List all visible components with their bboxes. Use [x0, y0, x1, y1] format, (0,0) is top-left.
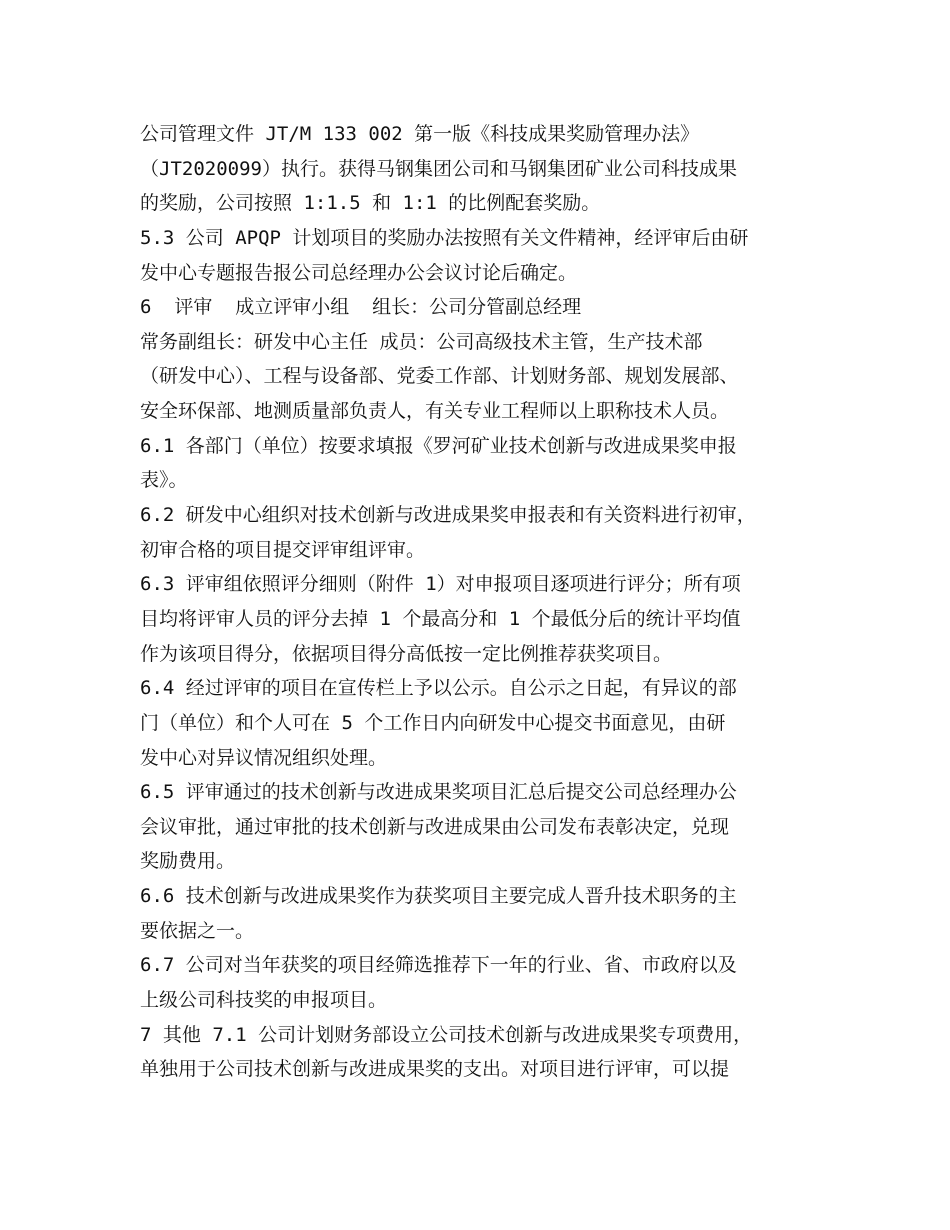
text-line: 6 评审 成立评审小组 组长：公司分管副总经理	[140, 296, 582, 319]
text-line: （JT2020099）执行。获得马钢集团公司和马钢集团矿业公司科技成果	[140, 157, 737, 180]
text-line: 6.6 技术创新与改进成果奖作为获奖项目主要完成人晋升技术职务的主	[140, 885, 737, 908]
text-line: 7 其他 7.1 公司计划财务部设立公司技术创新与改进成果奖专项费用，	[140, 1023, 753, 1046]
text-line: 目均将评审人员的评分去掉 1 个最高分和 1 个最低分后的统计平均值	[140, 607, 741, 630]
text-line: 奖励费用。	[140, 850, 236, 873]
text-line: 发中心对异议情况组织处理。	[140, 746, 388, 769]
document-body	[140, 117, 820, 1087]
text-line: 6.1 各部门（单位）按要求填报《罗河矿业技术创新与改进成果奖申报	[140, 434, 737, 457]
text-line: 初审合格的项目提交评审组评审。	[140, 538, 426, 561]
text-line: 发中心专题报告报公司总经理办公会议讨论后确定。	[140, 261, 578, 284]
text-line: 表》。	[140, 469, 188, 492]
text-line: （研发中心）、工程与设备部、党委工作部、计划财务部、规划发展部、	[140, 365, 739, 388]
text-line: 6.4 经过评审的项目在宣传栏上予以公示。自公示之日起，有异议的部	[140, 677, 737, 700]
text-line: 会议审批，通过审批的技术创新与改进成果由公司发布表彰决定，兑现	[140, 815, 730, 838]
text-line: 单独用于公司技术创新与改进成果奖的支出。对项目进行评审，可以提	[140, 1058, 730, 1081]
text-line: 安全环保部、地测质量部负责人，有关专业工程师以上职称技术人员。	[140, 400, 730, 423]
text-line: 公司管理文件 JT/M 133 002 第一版《科技成果奖励管理办法》	[140, 123, 700, 145]
text-line: 上级公司科技奖的申报项目。	[140, 989, 388, 1012]
text-line: 6.2 研发中心组织对技术创新与改进成果奖申报表和有关资料进行初审，	[140, 504, 756, 527]
text-line: 6.7 公司对当年获奖的项目经筛选推荐下一年的行业、省、市政府以及	[140, 954, 737, 977]
text-line: 要依据之一。	[140, 919, 255, 942]
text-line: 常务副组长：研发中心主任 成员：公司高级技术主管，生产技术部	[140, 330, 703, 353]
text-line: 5.3 公司 APQP 计划项目的奖励办法按照有关文件精神，经评审后由研	[140, 226, 749, 249]
text-line: 的奖励，公司按照 1:1.5 和 1:1 的比例配套奖励。	[140, 192, 601, 215]
text-line: 作为该项目得分，依据项目得分高低按一定比例推荐获奖项目。	[140, 642, 673, 665]
text-line: 门（单位）和个人可在 5 个工作日内向研发中心提交书面意见，由研	[140, 711, 726, 734]
text-line: 6.3 评审组依照评分细则（附件 1）对申报项目逐项进行评分；所有项	[140, 573, 741, 596]
text-line: 6.5 评审通过的技术创新与改进成果奖项目汇总后提交公司总经理办公	[140, 781, 737, 804]
